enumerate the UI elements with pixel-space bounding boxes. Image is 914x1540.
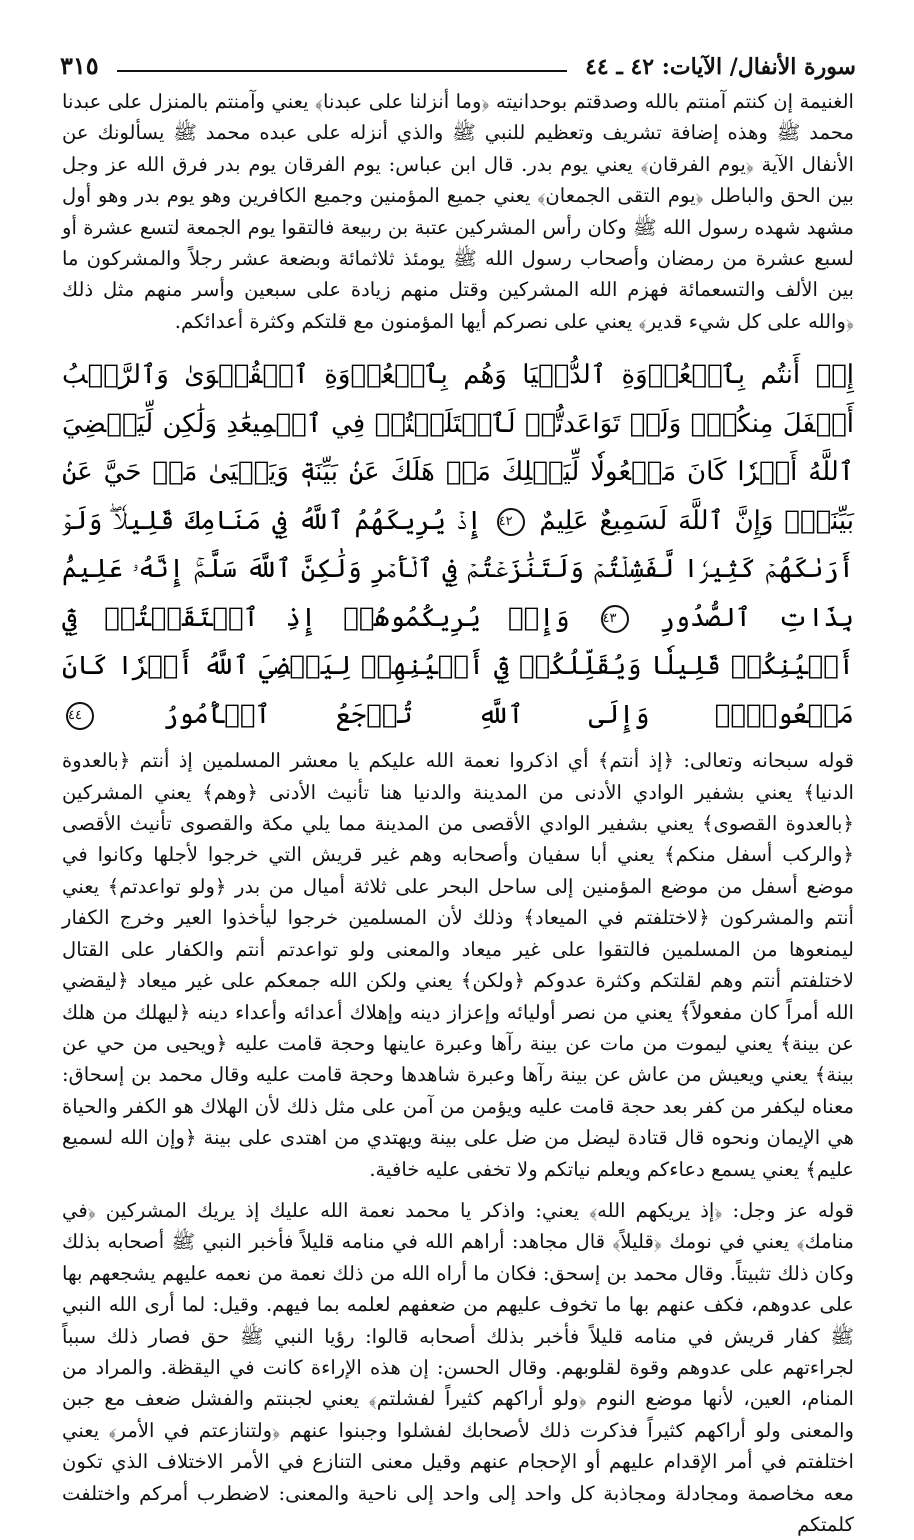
quran-verses	[62, 351, 854, 739]
verse-42-text: إِذۡ أَنتُم بِٱلۡعُدۡوَةِ ٱلدُّنۡيَا وَهُم بِٱلۡعُدۡوَةِ ٱلۡقُصۡوَىٰ وَٱلرَّكۡبُ أَسۡفَلَ مِنكُمۡۚ وَلَوۡ تَوَاعَدتُّمۡ لَٱخۡتَلَفۡتُمۡ فِي ٱلۡمِيعَٰدِ وَلَٰكِن لِّيَقۡضِيَ ٱللَّهُ أَمۡرٗا كَانَ مَفۡعُولٗا لِّيَهۡلِكَ مَنۡ هَلَكَ عَنۢ بَيِّنَةٖ وَيَحۡيَىٰ مَنۡ حَيَّ عَنۢ بَيِّنَةٖۗ وَإِنَّ ٱللَّهَ لَسَمِيعٌ عَلِيمٌ	[62, 360, 854, 536]
commentary-paragraph-2: قوله عز وجل: ﴿إذ يريكهم الله﴾ يعني: واذكر يا محمد نعمة الله عليك إذ يريك المشركين ﴿في منامك﴾ يعني في نومك ﴿قليلاً﴾ قال مجاهد: أراهم الله في منامه قليلاً فأخبر النبي ﷺ أصحابه بذلك وكان ذلك تثبيتاً. وقال محمد بن إسحق: فكان ما أراه الله من ذلك نعمة من نعمه عليهم يشجعهم بها على عدوهم، فكف عنهم بها ما تخوف عليهم من ضعفهم لعلمه بما فيهم. وقيل: لما أرى الله النبي ﷺ كفار قريش في منامه قليلاً فأخبر بذلك أصحابه قالوا: رؤيا النبي ﷺ حق فصار ذلك سبباً لجراءتهم على عدوهم وقوة لقلوبهم. وقال الحسن: إن هذه الإراءة كانت في اليقظة. والمراد من المنام، العين، لأنها موضع النوم ﴿ولو أراكهم كثيراً لفشلتم﴾ يعني لجبنتم والفشل ضعف مع جبن والمعنى ولو أراكهم كثيراً فذكرت ذلك لأصحابك لفشلوا وجبنوا عنهم ﴿ولتنازعتم في الأمر﴾ يعني اختلفتم في أمر الإقدام عليهم أو الإحجام عنهم وقيل معنى التنازع في الأمر الاختلاف الذي تكون معه مخاصمة ومجادلة ومجاذبة كل واحد إلى واحد إلى ناحية والمعنى: لاضطرب أمركم واختلفت كلمتكم	[62, 1198, 854, 1536]
intro-paragraph: الغنيمة إن كنتم آمنتم بالله وصدقتم بوحدانيته ﴿وما أنزلنا على عبدنا﴾ يعني وآمنتم بالمنزل على عبدنا محمد ﷺ وهذه إضافة تشريف وتعظيم للنبي ﷺ والذي أنزله على عبده محمد ﷺ يسألونك عن الأنفال الآية ﴿يوم الفرقان﴾ يعني يوم بدر. قال ابن عباس: يوم الفرقان يوم بدر فرق الله عز وجل بين الحق والباطل ﴿يوم التقى الجمعان﴾ يعني جميع المؤمنين وجميع الكافرين وهو يوم بدر وهو أول مشهد شهده رسول الله ﷺ وكان رأس المشركين عتبة بن ربيعة فالتقوا يوم الجمعة لتسع عشرة أو لسبع عشرة من رمضان وأصحاب رسول الله ﷺ يومئذ ثلاثمائة وبضعة عشر رجلاً والمشركون ما بين الألف والتسعمائة فهزم الله المشركين وقتل منهم زيادة على سبعين وأسر منهم مثل ذلك ﴿والله على كل شيء قدير﴾ يعني على نصركم أيها المؤمنون مع قلتكم وكثرة أعدائكم.	[62, 90, 854, 333]
paragraph-gap	[62, 1185, 854, 1195]
page-body	[62, 86, 855, 1536]
commentary-paragraph-1: قوله سبحانه وتعالى: ﴿إذ أنتم﴾ أي اذكروا نعمة الله عليكم يا معشر المسلمين إذ أنتم ﴿بالعدوة الدنيا﴾ يعني بشفير الوادي الأدنى من المدينة والدنيا هنا تأنيث الأدنى ﴿وهم﴾ يعني المشركين ﴿بالعدوة القصوى﴾ يعني بشفير الوادي الأقصى من المدينة مما يلي مكة والقصوى تأنيث الأقصى ﴿والركب أسفل منكم﴾ يعني أبا سفيان وأصحابه وهم غير قريش التي خرجوا لأجلها وكانوا في موضع أسفل من موضع المؤمنين إلى ساحل البحر على ثلاثة أميال من بدر ﴿ولو تواعدتم﴾ يعني أنتم والمشركون ﴿لاختلفتم في الميعاد﴾ وذلك لأن المسلمين خرجوا ليأخذوا العير وخرج الكفار ليمنعوها من المسلمين فالتقوا على غير ميعاد والمعنى ولو تواعدتم أنتم والكفار على القتال لاختلفتم أنتم وهم لقلتكم وكثرة عدوكم ﴿ولكن﴾ يعني ولكن الله جمعكم على غير ميعاد ﴿ليقضي الله أمراً كان مفعولاً﴾ يعني من نصر أوليائه وإعزاز دينه وإهلاك أعدائه وأعداء دينه ﴿ليهلك من هلك عن بينة﴾ يعني ليموت من مات عن بينة رآها وعبرة عاينها وحجة قامت عليه ﴿ويحيى من حي عن بينة﴾ يعني ويعيش من عاش عن بينة رآها وعبرة شاهدها وحجة قامت عليه وقال محمد بن إسحاق: معناه ليكفر من كفر بعد حجة قامت عليه ويؤمن من آمن على مثل ذلك لأن الهلاك هو الكفر والحياة هي الإيمان ونحوه قال قتادة ليضل من ضل على بينة ويهتدي من اهتدى على بينة ﴿وإن الله لسميع عليم﴾ يعني يسمع دعاءكم ويعلم نياتكم ولا تخفى عليه خافية.	[62, 749, 854, 1181]
surah-title: سورة الأنفال/ الآيات: ٤٢ ـ ٤٤	[585, 54, 856, 80]
header-rule	[117, 70, 567, 72]
page-number: ٣١٥	[60, 51, 99, 80]
ayah-number-43: ٤٣	[601, 605, 629, 633]
page-header	[60, 36, 856, 80]
verse-44-text: وَإِذۡ يُرِيكُمُوهُمۡ إِذِ ٱلۡتَقَيۡتُمۡ فِيٓ أَعۡيُنِكُمۡ قَلِيلٗا وَيُقَلِّلُكُمۡ فِيٓ أَعۡيُنِهِمۡ لِيَقۡضِيَ ٱللَّهُ أَمۡرٗا كَانَ مَفۡعُولٗاۗ وَإِلَى ٱللَّهِ تُرۡجَعُ ٱلۡأُمُورُ	[62, 602, 854, 730]
ayah-number-42: ٤٢	[497, 508, 525, 536]
verse-43-text: إِذۡ يُرِيكَهُمُ ٱللَّهُ فِي مَنَامِكَ قَلِيلٗاۖ وَلَوۡ أَرَىٰكَهُمۡ كَثِيرٗا لَّفَشِلۡتُمۡ وَلَتَنَٰزَعۡتُمۡ فِي ٱلۡأَمۡرِ وَلَٰكِنَّ ٱللَّهَ سَلَّمَۚ إِنَّهُۥ عَلِيمُۢ بِذَاتِ ٱلصُّدُورِ	[62, 505, 855, 633]
ayah-number-44: ٤٤	[66, 702, 94, 730]
